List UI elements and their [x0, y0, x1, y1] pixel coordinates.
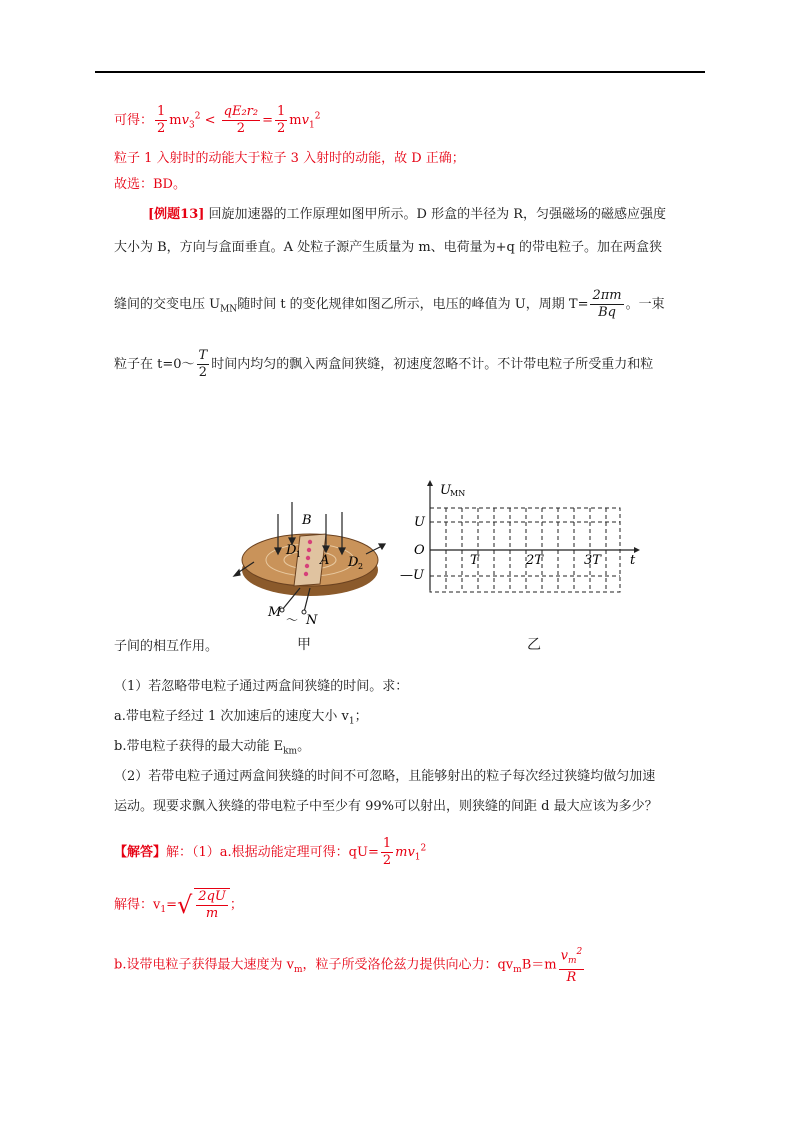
label-O: O [414, 543, 425, 558]
period-fraction: $\frac{2\pi m}{Bq}$ [592, 288, 622, 320]
example-line-3: 缝间的交变电压 $U_{MN}$随时间 t 的变化规律如图乙所示，电压的峰值为 U，周期 T= $\frac{2\pi m}{Bq}$ 。一束 [114, 288, 665, 320]
answer-tag: 【解答】 [114, 845, 167, 860]
label-D2: D [348, 555, 359, 570]
axis-U-sub: MN [450, 489, 466, 498]
half-fraction-2: $\frac{1}{2}$ [277, 104, 286, 136]
label-A: A [320, 553, 330, 568]
conclusion-line: 粒子 1 入射时的动能大于粒子 3 入射时的动能，故 D 正确； [114, 151, 465, 166]
answer-line: 【解答】解：（1）a.根据动能定理可得：qU= $\frac{1}{2}$ $mv_1^2$ [114, 836, 427, 868]
label-U-neg: —U [400, 568, 424, 583]
label-B: B [302, 513, 312, 528]
question-1: （1）若忽略带电粒子通过两盒间狭缝的时间。求： [114, 679, 409, 694]
example-line-1 [148, 205, 666, 225]
example-line-2: 大小为 B，方向与盒面垂直。A 处粒子源产生质量为 m、电荷量为+q 的带电粒子。加在两盒狭 [114, 240, 663, 255]
question-2b: 运动。现要求飘入狭缝的带电粒子中至少有 99%可以射出，则狭缝的间距 d 最大应该为多少？ [114, 799, 658, 814]
example-text-1: 回旋加速器的工作原理如图甲所示。D 形盒的半径为 R，匀强磁场的磁感应强度 [208, 207, 667, 222]
question-1b: b.带电粒子获得的最大动能 $E_{km}$。 [114, 739, 311, 757]
example-line-5: 子间的相互作用。 [114, 639, 219, 654]
figure-jia [234, 502, 385, 628]
formula-line: 可得： $\frac{1}{2}$ $mv_3^2$ < $\frac{\text{qE₂r₂}}{2}$ = $\frac{1}{2}$ $mv_1^2$ [114, 104, 321, 136]
svg-text:2: 2 [358, 562, 364, 571]
label-tilde: ～ [286, 613, 299, 627]
example-tag: [例题13] [148, 207, 205, 222]
example-line-4: 粒子在 t=0～ $\frac{T}{2}$ 时间内均匀的飘入两盒间狭缝，初速度忽略不计。不计带电粒子所受重力和粒 [114, 348, 654, 380]
centripetal-fraction: $\frac{v_m^2}{R}$ [559, 944, 585, 986]
choice-line: 故选：BD。 [114, 177, 186, 192]
half-period-fraction: $\frac{T}{2}$ [198, 348, 208, 380]
label-U-pos: U [414, 515, 425, 530]
question-2a: （2）若带电粒子通过两盒间狭缝的时间不可忽略，且能够射出的粒子每次经过狭缝均做匀加速 [114, 769, 656, 784]
label-T: T [470, 553, 479, 568]
label-3T: 3T [584, 553, 601, 568]
solution-line: 解得：$v_1=√$ $\frac{2qU}{m}$ ； [114, 889, 243, 921]
cyclotron-figures [230, 478, 650, 638]
header-rule [95, 71, 705, 73]
question-1a: a.带电粒子经过 1 次加速后的速度大小 $v_1$； [114, 709, 368, 727]
b-line: b.设带电粒子获得最大速度为 $v_m$，粒子所受洛伦兹力提供向心力：$qv_mB=m$ $\frac{v_m^2}{R}$ [114, 944, 586, 986]
svg-text:1: 1 [296, 550, 302, 559]
label-D1: D [286, 543, 297, 558]
label-N: N [306, 613, 318, 628]
axis-U: U [440, 483, 451, 498]
half-fraction: $\frac{1}{2}$ [157, 104, 166, 136]
answer-fraction: $\frac{1}{2}$ [382, 836, 392, 868]
less-than: < [204, 113, 216, 128]
qer-fraction: $\frac{\text{qE₂r₂}}{2}$ [223, 104, 259, 136]
label-2T: 2T [526, 553, 543, 568]
caption-jia: 甲 [297, 637, 311, 653]
label-M: M [268, 605, 282, 620]
figure-yi [400, 480, 640, 592]
formula-prefix: 可得： [114, 113, 154, 128]
label-t: t [630, 553, 636, 568]
caption-yi: 乙 [527, 637, 541, 653]
solution-fraction: $\frac{2qU}{m}$ [198, 889, 226, 921]
